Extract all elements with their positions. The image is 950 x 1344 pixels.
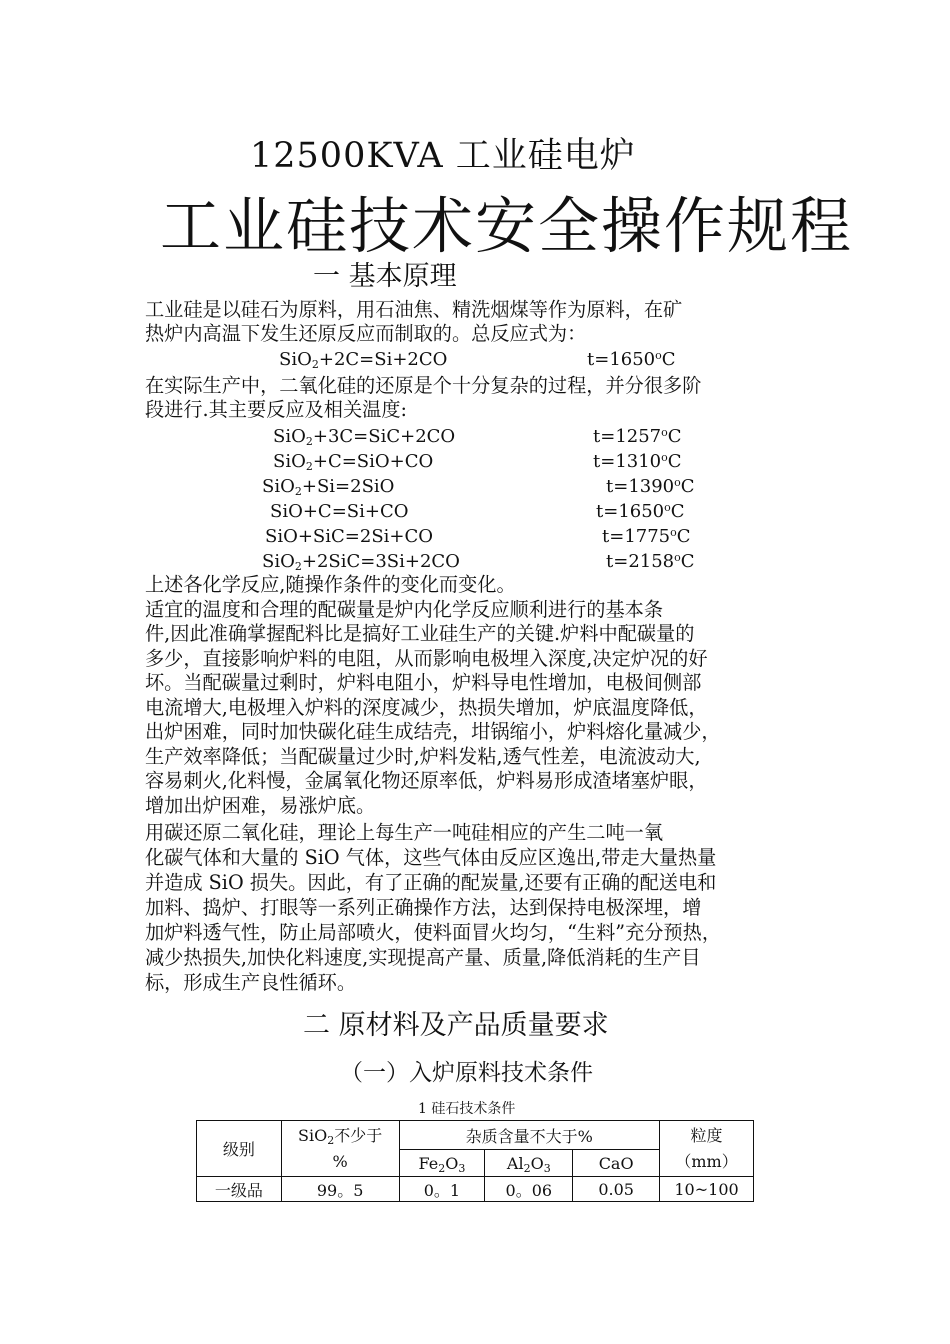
paragraph-line: 加炉料透气性，防止局部喷火，使料面冒火均匀，“生料”充分预热， bbox=[145, 921, 722, 944]
paragraph-line: 生产效率降低；当配碳量过少时,炉料发粘,透气性差，电流波动大, bbox=[145, 745, 701, 768]
cell-al2o3: 0。06 bbox=[485, 1177, 573, 1202]
paragraph-line: 化碳气体和大量的 SiO 气体，这些气体由反应区逸出,带走大量热量 bbox=[145, 846, 717, 869]
intro-line-1: 工业硅是以硅石为原料，用石油焦、精洗烟煤等作为原料，在矿 bbox=[145, 298, 683, 321]
header-sio2-min: SiO$_2$不少于 % bbox=[281, 1121, 399, 1177]
paragraph-line: 出炉困难，同时加快碳化硅生成结壳，坩锅缩小，炉料熔化量减少， bbox=[145, 720, 721, 743]
reaction-temperature: $t=1390^oC$ bbox=[606, 476, 695, 497]
paragraph-line: 适宜的温度和合理的配碳量是炉内化学反应顺利进行的基本条 bbox=[145, 598, 664, 621]
paragraph-line: 增加出炉困难，易涨炉底。 bbox=[145, 794, 376, 817]
paragraph-line: 标，形成生产良性循环。 bbox=[145, 971, 357, 994]
reaction-temperature: $t=1257^oC$ bbox=[593, 426, 682, 447]
paragraph-line: 坏。当配碳量过剩时，炉料电阻小，炉料导电性增加，电极间侧部 bbox=[145, 671, 702, 694]
paragraph-line: 电流增大,电极埋入炉料的深度减少，热损失增加，炉底温度降低， bbox=[145, 696, 708, 719]
cell-sio2: 99。5 bbox=[281, 1177, 399, 1202]
header-fe2o3: $Fe_2O_3$ bbox=[399, 1150, 485, 1177]
document-subtitle: 12500KVA 工业硅电炉 bbox=[250, 136, 636, 176]
reaction-temperature: $t=1775^oC$ bbox=[602, 526, 691, 547]
reaction-formula: SiO+SiC=2Si+CO bbox=[265, 526, 434, 547]
middle-line-1: 在实际生产中，二氧化硅的还原是个十分复杂的过程，并分很多阶 bbox=[145, 374, 702, 397]
cell-fe2o3: 0。1 bbox=[399, 1177, 485, 1202]
reaction-temperature: $t=2158^oC$ bbox=[606, 551, 695, 572]
reaction-formula: SiO$_2$+Si=2SiO bbox=[262, 476, 395, 498]
cell-cao: 0.05 bbox=[573, 1177, 660, 1202]
paragraph-line: 件,因此准确掌握配料比是搞好工业硅生产的关键.炉料中配碳量的 bbox=[145, 622, 695, 645]
cell-grade: 一级品 bbox=[197, 1177, 282, 1202]
paragraph-line: 多少，直接影响炉料的电阻，从而影响电极埋入深度,决定炉况的好 bbox=[145, 647, 708, 670]
total-reaction-temperature: $t=1650^oC$ bbox=[587, 349, 676, 370]
cell-particle-size: 10~100 bbox=[660, 1177, 754, 1202]
reaction-formula: SiO$_2$+2SiC=3Si+2CO bbox=[262, 551, 460, 573]
middle-line-2: 段进行.其主要反应及相关温度: bbox=[145, 398, 408, 421]
paragraph-line: 用碳还原二氧化硅，理论上每生产一吨硅相应的产生二吨一氧 bbox=[145, 821, 664, 844]
table-caption: 1 硅石技术条件 bbox=[418, 1101, 516, 1117]
paragraph-line: 加料、捣炉、打眼等一系列正确操作方法，达到保持电极深埋，增 bbox=[145, 896, 702, 919]
paragraph-line: 并造成 SiO 损失。因此，有了正确的配炭量,还要有正确的配送电和 bbox=[145, 871, 717, 894]
reaction-temperature: $t=1650^oC$ bbox=[596, 501, 685, 522]
table-row bbox=[197, 1177, 754, 1202]
header-cao: CaO bbox=[573, 1150, 660, 1177]
section-heading-basic-principle: 一 基本原理 bbox=[313, 261, 457, 292]
reaction-formula: SiO$_2$+3C=SiC+2CO bbox=[273, 426, 456, 448]
paragraph-line: 减少热损失,加快化料速度,实现提高产量、质量,降低消耗的生产目 bbox=[145, 946, 701, 969]
paragraph-line: 上述各化学反应,随操作条件的变化而变化。 bbox=[145, 573, 516, 596]
header-impurity: 杂质含量不大于% bbox=[399, 1121, 660, 1150]
reaction-formula: SiO+C=Si+CO bbox=[270, 501, 409, 522]
subsection-heading-raw-materials: （一）入炉原料技术条件 bbox=[340, 1060, 593, 1086]
section-heading-materials: 二 原材料及产品质量要求 bbox=[303, 1010, 609, 1041]
header-particle-size: 粒度 （mm） bbox=[660, 1121, 754, 1177]
reaction-temperature: $t=1310^oC$ bbox=[593, 451, 682, 472]
reaction-formula: SiO$_2$+C=SiO+CO bbox=[273, 451, 434, 473]
paragraph-line: 容易刺火,化料慢，金属氧化物还原率低，炉料易形成渣堵塞炉眼， bbox=[145, 769, 708, 792]
header-al2o3: $Al_2O_3$ bbox=[485, 1150, 573, 1177]
intro-line-2: 热炉内高温下发生还原反应而制取的。总反应式为： bbox=[145, 322, 587, 345]
document-title: 工业硅技术安全操作规程 bbox=[160, 191, 854, 262]
silica-spec-table bbox=[196, 1120, 754, 1202]
total-reaction-formula: SiO$_2$+2C=Si+2CO bbox=[279, 349, 448, 371]
header-grade: 级别 bbox=[197, 1121, 282, 1177]
